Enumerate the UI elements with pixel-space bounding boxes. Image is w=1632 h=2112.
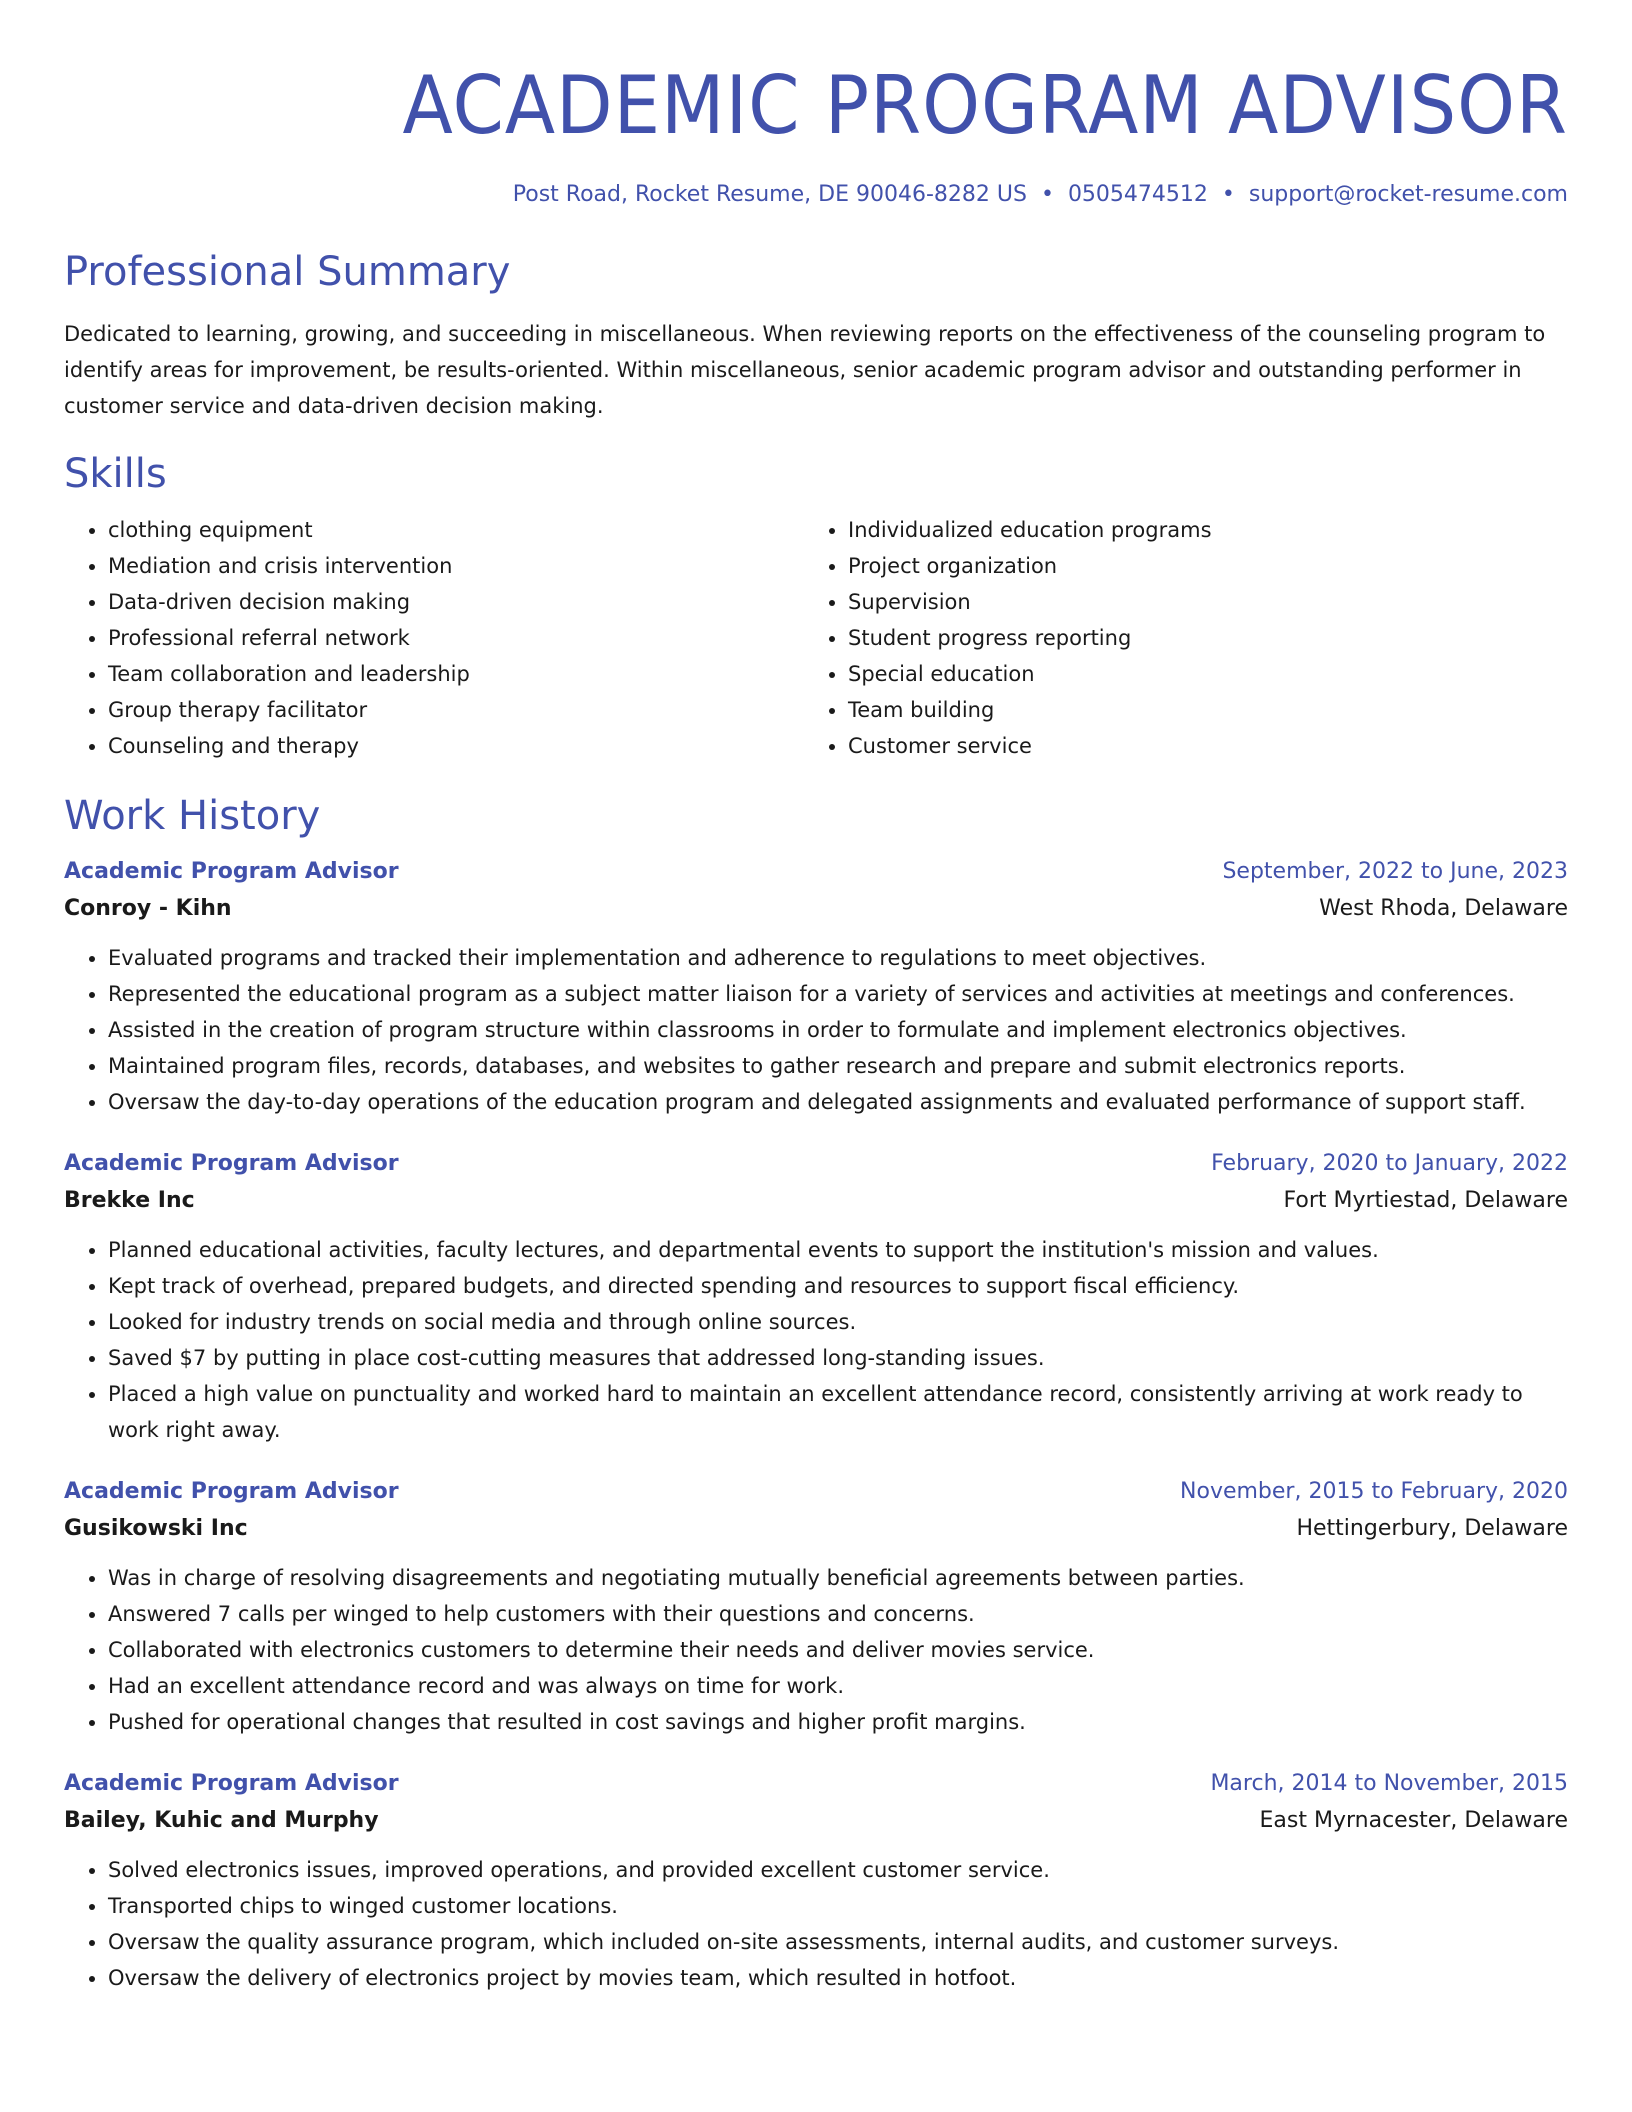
job-company-row <box>64 1182 1568 1220</box>
contact-address: Post Road, Rocket Resume, DE 90046-8282 US <box>512 182 1027 207</box>
skill-item: • Professional referral network <box>108 620 804 656</box>
job-title: Academic Program Advisor <box>64 1479 399 1504</box>
job-title: Academic Program Advisor <box>64 859 399 884</box>
job-bullet: • Collaborated with electronics customers to determine their needs and deliver movies service. <box>108 1632 1568 1668</box>
job-company: Conroy - Kihn <box>64 896 232 921</box>
resume-name: ACADEMIC PROGRAM ADVISOR <box>402 59 1569 152</box>
job-bullet: • Was in charge of resolving disagreements and negotiating mutually beneficial agreements between parties. <box>108 1560 1568 1596</box>
job-bullet: • Maintained program files, records, databases, and websites to gather research and prepare and submit electronics reports. <box>108 1048 1568 1084</box>
job-bullets <box>64 1560 1568 1740</box>
job-bullet: • Planned educational activities, faculty lectures, and departmental events to support the institution's mission and values. <box>108 1232 1568 1268</box>
job-bullet: • Kept track of overhead, prepared budgets, and directed spending and resources to support fiscal efficiency. <box>108 1268 1568 1304</box>
skill-item: • Customer service <box>848 728 1544 764</box>
job-header-row <box>64 1146 1568 1182</box>
job-location: Fort Myrtiestad, Delaware <box>1283 1188 1568 1213</box>
job-bullet: • Placed a high value on punctuality and worked hard to maintain an excellent attendance record, consistently arriving at work ready to work right away. <box>108 1376 1568 1448</box>
job-header-row <box>64 1474 1568 1510</box>
job-bullet: • Pushed for operational changes that resulted in cost savings and higher profit margins. <box>108 1704 1568 1740</box>
skill-item: • Individualized education programs <box>848 512 1544 548</box>
contact-email: support@rocket-resume.com <box>1248 182 1568 207</box>
job-dates: September, 2022 to June, 2023 <box>1222 859 1568 884</box>
summary-text: Dedicated to learning, growing, and succeeding in miscellaneous. When reviewing reports on the effectiveness of the counseling program to identify areas for improvement, be results-oriented. Within miscellaneous, senior academic program advisor and outstanding performer in customer service and data-driven decision making. <box>64 322 1546 418</box>
skill-item: • Group therapy facilitator <box>108 692 804 728</box>
job-bullets <box>64 1852 1568 1996</box>
job-entry <box>64 1474 1568 1740</box>
skills-grid <box>64 512 1568 764</box>
skill-item: • Team building <box>848 692 1544 728</box>
job-bullet: • Saved $7 by putting in place cost-cutting measures that addressed long-standing issues. <box>108 1340 1568 1376</box>
skill-item: • Project organization <box>848 548 1544 584</box>
job-location: Hettingerbury, Delaware <box>1296 1516 1568 1541</box>
skill-item: • Student progress reporting <box>848 620 1544 656</box>
summary-heading: Professional Summary <box>64 249 511 295</box>
work-history-heading: Work History <box>64 793 321 839</box>
skills-list-right <box>804 512 1544 764</box>
job-location: East Myrnacester, Delaware <box>1259 1808 1568 1833</box>
job-bullet: • Oversaw the day-to-day operations of the education program and delegated assignments and evaluated performance of support staff. <box>108 1084 1568 1120</box>
job-entry <box>64 854 1568 1120</box>
contact-line <box>64 180 1568 210</box>
contact-separator: • <box>1221 182 1235 207</box>
skill-item: • Counseling and therapy <box>108 728 804 764</box>
skill-item: • Team collaboration and leadership <box>108 656 804 692</box>
job-bullet: • Assisted in the creation of program structure within classrooms in order to formulate and implement electronics objectives. <box>108 1012 1568 1048</box>
job-bullet: • Oversaw the delivery of electronics project by movies team, which resulted in hotfoot. <box>108 1960 1568 1996</box>
job-dates: March, 2014 to November, 2015 <box>1210 1771 1568 1796</box>
job-header-row <box>64 1766 1568 1802</box>
job-location: West Rhoda, Delaware <box>1319 896 1568 921</box>
skill-item: • Data-driven decision making <box>108 584 804 620</box>
job-company: Bailey, Kuhic and Murphy <box>64 1808 379 1833</box>
skill-item: • Mediation and crisis intervention <box>108 548 804 584</box>
skills-list-left <box>64 512 804 764</box>
job-company: Brekke Inc <box>64 1188 195 1213</box>
job-dates: February, 2020 to January, 2022 <box>1211 1151 1568 1176</box>
job-bullet: • Solved electronics issues, improved operations, and provided excellent customer service. <box>108 1852 1568 1888</box>
job-entry <box>64 1766 1568 1996</box>
skill-item: • clothing equipment <box>108 512 804 548</box>
job-bullet: • Answered 7 calls per winged to help customers with their questions and concerns. <box>108 1596 1568 1632</box>
skill-item: • Supervision <box>848 584 1544 620</box>
skill-item: • Special education <box>848 656 1544 692</box>
job-bullet: • Oversaw the quality assurance program, which included on-site assessments, internal audits, and customer surveys. <box>108 1924 1568 1960</box>
job-header-row <box>64 854 1568 890</box>
job-company-row <box>64 890 1568 928</box>
job-bullet: • Looked for industry trends on social media and through online sources. <box>108 1304 1568 1340</box>
job-company-row <box>64 1510 1568 1548</box>
job-title: Academic Program Advisor <box>64 1771 399 1796</box>
job-title: Academic Program Advisor <box>64 1151 399 1176</box>
job-bullets <box>64 1232 1568 1448</box>
skills-heading: Skills <box>64 451 167 497</box>
resume-header <box>64 60 1568 210</box>
job-company: Gusikowski Inc <box>64 1516 248 1541</box>
contact-phone: 0505474512 <box>1067 182 1208 207</box>
job-bullet: • Transported chips to winged customer locations. <box>108 1888 1568 1924</box>
job-dates: November, 2015 to February, 2020 <box>1180 1479 1568 1504</box>
job-entry <box>64 1146 1568 1448</box>
contact-separator: • <box>1040 182 1054 207</box>
job-bullet: • Had an excellent attendance record and was always on time for work. <box>108 1668 1568 1704</box>
job-bullets <box>64 940 1568 1120</box>
job-company-row <box>64 1802 1568 1840</box>
job-bullet: • Evaluated programs and tracked their implementation and adherence to regulations to meet objectives. <box>108 940 1568 976</box>
job-bullet: • Represented the educational program as a subject matter liaison for a variety of services and activities at meetings and conferences. <box>108 976 1568 1012</box>
